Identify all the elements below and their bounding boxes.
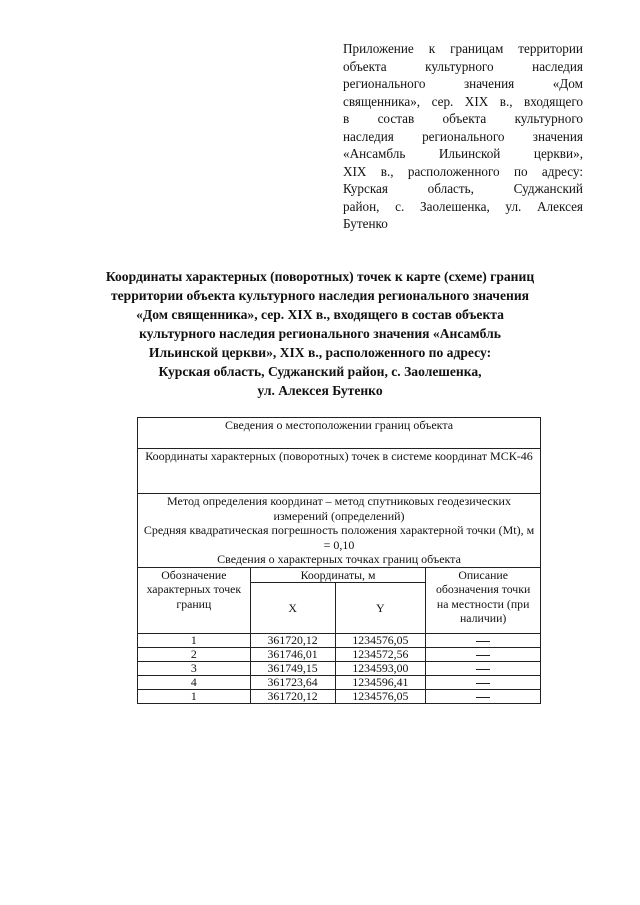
x-cell: 361746,01 xyxy=(250,648,335,662)
title-line: Ильинской церкви», XIX в., расположенного по адресу: xyxy=(148,345,492,360)
title-line: «Дом священника», сер. XIX в., входящего в состав объекта xyxy=(136,307,504,322)
table-row xyxy=(138,634,541,648)
dash-mark xyxy=(476,641,490,642)
appendix-line: XIX в., расположенного по адресу: xyxy=(343,163,583,179)
point-cell: 1 xyxy=(138,634,251,648)
y-cell: 1234596,41 xyxy=(335,676,426,690)
dash-mark xyxy=(476,697,490,698)
precision-text: Средняя квадратическая погрешность положения характерной точки (Mt), м = 0,10 xyxy=(143,523,535,552)
dash-mark xyxy=(476,683,490,684)
table-row xyxy=(138,662,541,676)
method-text: Метод определения координат – метод спутниковых геодезических измерений (определений) xyxy=(167,494,511,523)
appendix-line: священника», сер. XIX в., входящего xyxy=(343,93,583,109)
point-cell: 4 xyxy=(138,676,251,690)
col-desc-header: Описание обозначения точки на местности (при наличии) xyxy=(426,567,541,634)
points-header: Сведения о характерных точках границ объекта xyxy=(217,552,461,566)
appendix-line: район, с. Заолешенка, ул. Алексея xyxy=(343,198,583,214)
section-header: Сведения о местоположении границ объекта xyxy=(138,418,541,449)
y-cell: 1234576,05 xyxy=(335,690,426,704)
point-cell: 2 xyxy=(138,648,251,662)
appendix-line: Курская область, Суджанский xyxy=(343,181,583,196)
x-cell: 361720,12 xyxy=(250,634,335,648)
col-x-header: X xyxy=(250,583,335,634)
desc-cell xyxy=(426,634,541,648)
appendix-line: в состав объекта культурного xyxy=(343,111,583,126)
x-cell: 361723,64 xyxy=(250,676,335,690)
document-title xyxy=(80,267,560,400)
appendix-line: Бутенко xyxy=(343,216,388,231)
appendix-line: объекта культурного наследия xyxy=(343,58,583,74)
title-line: ул. Алексея Бутенко xyxy=(257,383,383,398)
title-line: Координаты характерных (поворотных) точек к карте (схеме) границ xyxy=(105,269,535,284)
appendix-line: регионального значения «Дом xyxy=(343,76,583,91)
col-coords-header: Координаты, м xyxy=(250,567,426,583)
method-cell xyxy=(138,494,541,568)
desc-cell xyxy=(426,690,541,704)
desc-cell xyxy=(426,648,541,662)
y-cell: 1234572,56 xyxy=(335,648,426,662)
table-row xyxy=(138,676,541,690)
x-cell: 361720,12 xyxy=(250,690,335,704)
col-point-header: Обозначение характерных точек границ xyxy=(138,567,251,634)
y-cell: 1234576,05 xyxy=(335,634,426,648)
coord-system-cell: Координаты характерных (поворотных) точек в системе координат МСК-46 xyxy=(138,449,541,494)
appendix-line: «Ансамбль Ильинской церкви», xyxy=(343,146,583,161)
appendix-line: Приложение к границам территории xyxy=(343,41,583,56)
dash-mark xyxy=(476,669,490,670)
coordinates-table xyxy=(137,417,541,704)
y-cell: 1234593,00 xyxy=(335,662,426,676)
title-line: культурного наследия регионального значения «Ансамбль xyxy=(139,326,501,341)
x-cell: 361749,15 xyxy=(250,662,335,676)
dash-mark xyxy=(476,655,490,656)
point-cell: 3 xyxy=(138,662,251,676)
col-y-header: Y xyxy=(335,583,426,634)
desc-cell xyxy=(426,662,541,676)
table-row xyxy=(138,648,541,662)
table-row xyxy=(138,690,541,704)
appendix-note xyxy=(343,40,583,233)
point-cell: 1 xyxy=(138,690,251,704)
title-line: территории объекта культурного наследия регионального значения xyxy=(110,288,530,303)
desc-cell xyxy=(426,676,541,690)
appendix-line: наследия регионального значения xyxy=(343,128,583,144)
title-line: Курская область, Суджанский район, с. Заолешенка, xyxy=(158,364,482,379)
